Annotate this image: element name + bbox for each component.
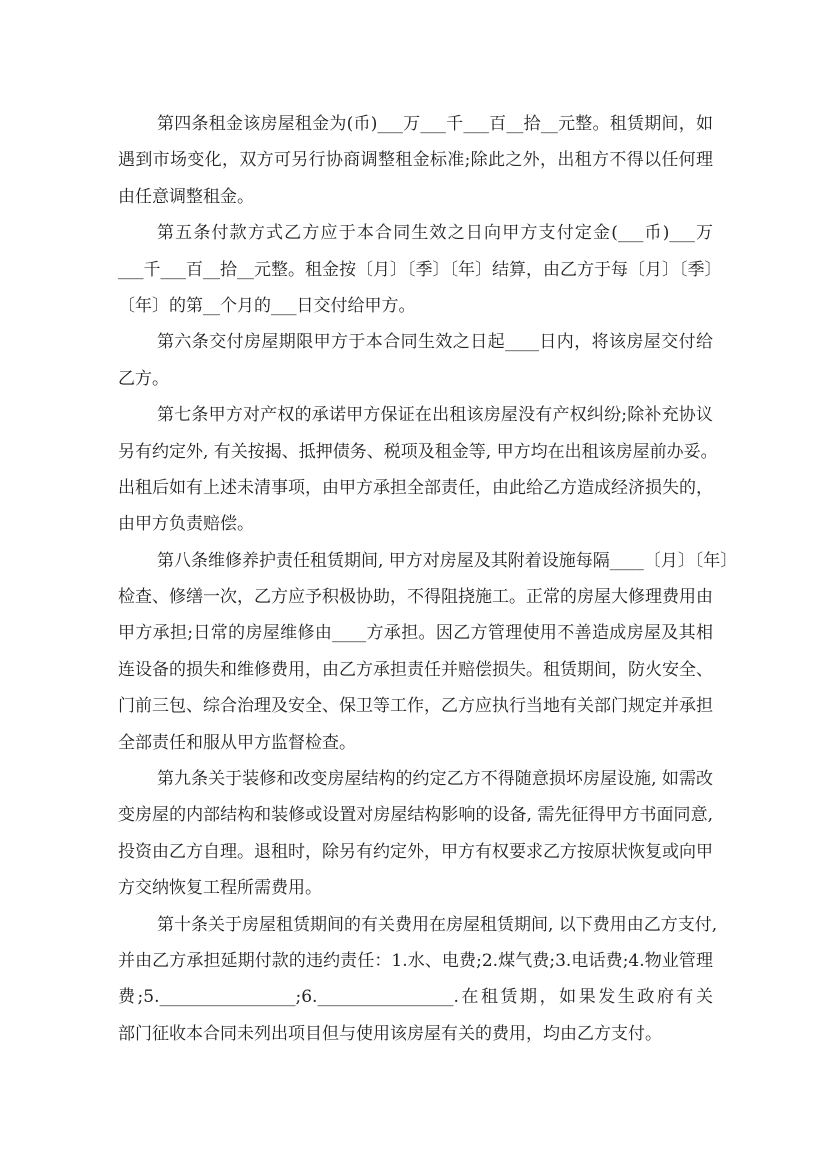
text-line: 第十条关于房屋租赁期间的有关费用在房屋租赁期间, 以下费用由乙方支付, xyxy=(157,914,718,935)
document-body xyxy=(118,106,738,1052)
text-line: 变房屋的内部结构和装修或设置对房屋结构影响的设备, 需先征得甲方书面同意, xyxy=(118,805,713,826)
text-line: 由任意调整租金。 xyxy=(118,186,254,207)
text-line: 检查、修缮一次，乙方应予积极协助，不得阻挠施工。正常的房屋大修理费用由 xyxy=(118,587,713,608)
text-line: 第八条维修养护责任租赁期间, 甲方对房屋及其附着设施每隔____〔月〕〔年〕 xyxy=(157,550,738,571)
paragraph xyxy=(118,761,713,907)
text-line: 门前三包、综合治理及安全、保卫等工作，乙方应执行当地有关部门规定并承担 xyxy=(118,696,713,717)
text-line: 第七条甲方对产权的承诺甲方保证在出租该房屋没有产权纠纷;除补充协议 xyxy=(157,405,713,426)
text-line: 第九条关于装修和改变房屋结构的约定乙方不得随意损坏房屋设施, 如需改 xyxy=(157,769,713,790)
text-line: 方交纳恢复工程所需费用。 xyxy=(118,878,322,899)
text-line: 乙方。 xyxy=(118,368,169,389)
text-line: 部门征收本合同未列出项目但与使用该房屋有关的费用，均由乙方支付。 xyxy=(118,1023,662,1044)
text-line: 〔年〕的第__个月的___日交付给甲方。 xyxy=(118,295,416,316)
text-line: 费;5.________________;6.________________.在租赁期，如果发生政府有关 xyxy=(118,987,713,1008)
text-line: 连设备的损失和维修费用，由乙方承担责任并赔偿损失。租赁期间，防火安全、 xyxy=(118,659,713,680)
text-line: 遇到市场变化，双方可另行协商调整租金标准;除此之外，出租方不得以任何理 xyxy=(118,150,713,171)
paragraph xyxy=(118,543,738,761)
text-line: 出租后如有上述未清事项，由甲方承担全部责任，由此给乙方造成经济损失的， xyxy=(118,477,713,498)
text-line: 并由乙方承担延期付款的违约责任：1.水、电费;2.煤气费;3.电话费;4.物业管理 xyxy=(118,950,713,971)
text-line: 第四条租金该房屋租金为(币)___万___千___百__拾__元整。租赁期间，如 xyxy=(157,114,713,134)
text-line: 全部责任和服从甲方监督检查。 xyxy=(118,732,356,753)
paragraph xyxy=(118,106,713,215)
text-line: 由甲方负责赔偿。 xyxy=(118,514,254,535)
text-line: ___千___百__拾__元整。租金按〔月〕〔季〕〔年〕结算，由乙方于每〔月〕〔季〕 xyxy=(118,259,722,280)
text-line: 另有约定外, 有关按揭、抵押债务、税项及租金等, 甲方均在出租该房屋前办妥。 xyxy=(118,441,718,462)
paragraph xyxy=(118,215,722,324)
paragraph xyxy=(118,397,718,543)
text-line: 第五条付款方式乙方应于本合同生效之日向甲方支付定金(___币)___万 xyxy=(157,223,713,244)
paragraph xyxy=(118,907,718,1053)
text-line: 第六条交付房屋期限甲方于本合同生效之日起____日内，将该房屋交付给 xyxy=(157,332,713,353)
text-line: 甲方承担;日常的房屋维修由____方承担。因乙方管理使用不善造成房屋及其相 xyxy=(118,623,713,644)
text-line: 投资由乙方自理。退租时，除另有约定外，甲方有权要求乙方按原状恢复或向甲 xyxy=(118,841,713,862)
paragraph xyxy=(118,324,713,397)
